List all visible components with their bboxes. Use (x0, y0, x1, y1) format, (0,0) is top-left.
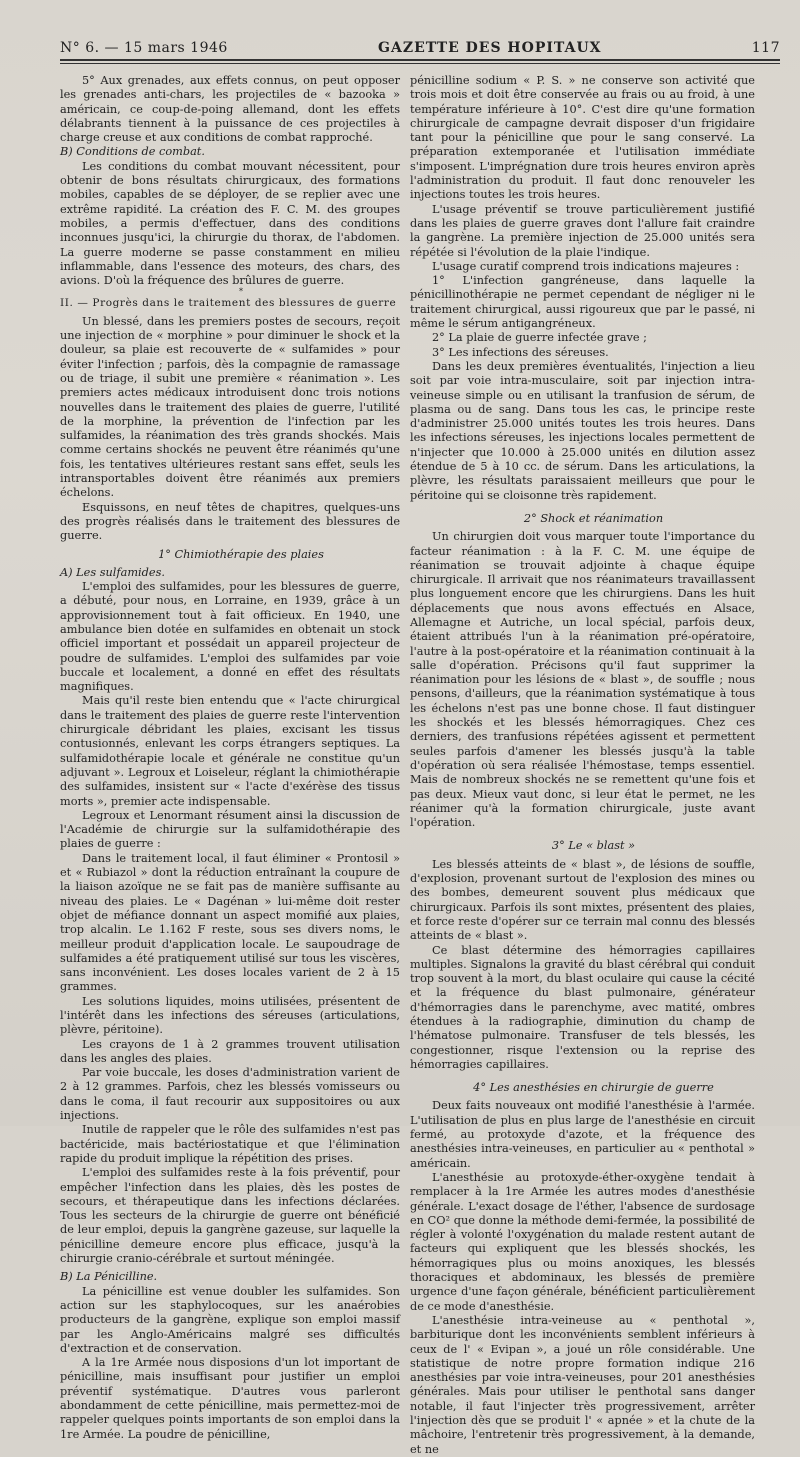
paragraph: Ce blast détermine des hémorragies capillaires multiples. Signalons la gravité du blast cérébral qui conduit trop souvent à la mort, du blast oculaire qui cause la cécité et la fréquence du blast pulmonaire, générateur d'hémorragies dans le parenchyme, avec matité, ombres étendues à la radiographie, diminution du champ de l'hématose pulmonaire. Transfuser de tels blessés, les congestionner, risque l'extension ou la reprise des hémorragies capillaires. (410, 943, 755, 1071)
section-heading: 1° Chimiothérapie des plaies (158, 547, 324, 561)
paragraph: Deux faits nouveaux ont modifié l'anesthésie à l'armée. L'utilisation de plus en plus large de l'anesthésie en circuit fermé, au protoxyde d'azote, et la fréquence des anesthésies intra-veineuses, en particulier au « penthotal » américain. (410, 1099, 755, 1170)
section-heading: B) La Pénicilline. (60, 1270, 158, 1284)
page-number: 117 (751, 40, 780, 56)
header-rule-thick (60, 59, 780, 61)
paragraph: L'anesthésie intra-veineuse au « penthotal », barbiturique dont les inconvénients semblent inférieurs à ceux de l' « Evipan », a joué un rôle considérable. Une statistique de notre propre formation indique 216 anesthésies par voie intra-veineuses, pour 201 anesthésies générales. Mais pour utiliser le penthotal sans danger notable, il faut l'injecter très progressivement, arrêter l'injection dès que se produit l' « apnée » et la chute de la mâchoire, l'entretenir très progressivement, à la demande, et ne (410, 1313, 755, 1456)
paragraph: Par voie buccale, les doses d'administration varient de 2 à 12 grammes. Parfois, chez les blessés vomisseurs ou dans le coma, il faut recourir aux suppositoires ou aux injections. (60, 1066, 400, 1123)
section-heading: 2° Shock et réanimation (523, 511, 664, 525)
paragraph: La pénicilline est venue doubler les sulfamides. Son action sur les staphylocoques, sur les anaérobies producteurs de la gangrène, explique son emploi massif par les Anglo-Américains malgré ses difficultés d'extraction et de conservation. (60, 1284, 400, 1355)
paragraph: Dans les deux premières éventualités, l'injection a lieu soit par voie intra-musculaire, soit par injection intra-veineuse simple ou en utilisant la tranfusion de sérum, de plasma ou de sang. Dans tous les cas, le principe reste d'administrer 25.000 unités toutes les trois heures. Dans les infections séreuses, les injections locales permettent de n'injecter que 10.000 à 25.000 unités en dilution assez étendue de 5 à 10 cc. de sérum. Dans les articulations, la plèvre, les résultats paraissaient meilleurs que pour le péritoine qui se cloisonne très rapidement. (410, 359, 755, 502)
section-separator: * (239, 287, 243, 297)
paragraph: A la 1re Armée nous disposions d'un lot important de pénicilline, mais insuffisant pour justifier un emploi préventif systématique. D'autres vous parleront abondamment de cette pénicilline, mais permettez-moi de rappeler quelques points importants de son emploi dans la 1re Armée. La poudre de pénicilline, (60, 1356, 400, 1441)
paragraph: Les crayons de 1 à 2 grammes trouvent utilisation dans les angles des plaies. (60, 1037, 400, 1065)
paragraph: Dans le traitement local, il faut éliminer « Prontosil » et « Rubiazol » dont la réduction entraînant la coupure de la liaison azoïque ne se fait pas de manière suffisante au niveau des plaies. Le « Dagénan » lui-même doit rester objet de méfiance donnant un aspect momifié aux plaies, trop alcalin. Le 1.162 F reste, sous ses divers noms, le meilleur produit d'application locale. Le saupoudrage de sulfamides a été pratiquement utilisé sur tous les viscères, sans inconvénient. Les doses locales varient de 2 à 15 grammes. (60, 851, 400, 994)
paragraph: L'usage préventif se trouve particulièrement justifié dans les plaies de guerre graves dont l'allure fait craindre la gangrène. La première injection de 25.000 unités sera répétée si l'évolution de la plaie l'indique. (410, 202, 755, 259)
paragraph: Legroux et Lenormant résument ainsi la discussion de l'Académie de chirurgie sur la sulfamidothérapie des plaies de guerre : (60, 808, 400, 851)
paragraph: L'emploi des sulfamides, pour les blessures de guerre, a débuté, pour nous, en Lorraine, en 1939, grâce à un approvisionnement tout à fait officieux. En 1940, une ambulance bien dotée en sulfamides en obtenait un stock officiel important et possédait un appareil projecteur de poudre de sulfamides. L'emploi des sulfamides par voie buccale et localement, a donné en effet des résultats magnifiques. (60, 580, 400, 694)
paragraph: Un chirurgien doit vous marquer toute l'importance du facteur réanimation : à la F. C. M. une équipe de réanimation se trouvait adjointe à chaque équipe chirurgicale. Il arrivait que nos réanimateurs travaillassent plus longuement encore que les chirurgiens. Dans les huit déplacements que nous avons effectués en Alsace, Allemagne et Autriche, un local spécial, parfois deux, étaient attribués l'un à la réanimation pré-opératoire, l'autre à la post-opératoire et la réanimation continuait à la salle d'opération. Précisons qu'il faut supprimer la réanimation pour les lésions de « blast », de souffle ; nous pensons, d'ailleurs, que la réanimation systématique à tous les échelons n'est pas une bonne chose. Il faut distinguer les shockés et les blessés hémorragiques. Chez ces derniers, des tranfusions répétées agissent et permettent seules parfois d'amener les blessés jusqu'à la table d'opération où sera réalisée l'hémostase, temps essentiel. Mais de nombreux shockés ne se remettent qu'une fois et pas deux. Mieux vaut donc, si leur état le permet, ne les réanimer qu'à la formation chirurgicale, juste avant l'opération. (410, 530, 755, 830)
journal-title: GAZETTE DES HOPITAUX (378, 40, 602, 56)
paragraph: 5° Aux grenades, aux effets connus, on peut opposer les grenades anti-chars, les projectiles de « bazooka » américain, ce coup-de-poing allemand, dont les effets délabrants tiennent à la puissance de ces projectiles à charge creuse et aux conditions de combat rapproché. (60, 74, 400, 145)
header-rule-thin (60, 63, 780, 64)
paragraph: pénicilline sodium « P. S. » ne conserve son activité que trois mois et doit être conservée au frais ou au froid, à une température inférieure à 10°. C'est dire qu'une formation chirurgicale de campagne devrait disposer d'un frigidaire tant pour la pénicilline que pour le sang conservé. La préparation extemporanée et l'utilisation immédiate s'imposent. L'imprégnation dure trois heures environ après l'administration du produit. Il faut donc renouveler les injections toutes les trois heures. (410, 74, 755, 202)
paragraph: Les solutions liquides, moins utilisées, présentent de l'intérêt dans les infections des séreuses (articulations, plèvre, péritoine). (60, 994, 400, 1037)
paragraph: 1° L'infection gangréneuse, dans laquelle la pénicillinothérapie ne permet cependant de négliger ni le traitement chirurgical, aussi rigoureux que par le passé, ni même le sérum antigangréneux. (410, 274, 755, 331)
paragraph: L'emploi des sulfamides reste à la fois préventif, pour empêcher l'infection dans les plaies, dès les postes de secours, et thérapeutique dans les infections déclarées. Tous les secteurs de la chirurgie de guerre ont bénéficié de leur emploi, depuis la gangrène gazeuse, sur laquelle la pénicilline demeure encore plus efficace, jusqu'à la chirurgie cranio-cérébrale et surtout méningée. (60, 1166, 400, 1266)
section-heading: B) Conditions de combat. (60, 145, 205, 159)
paragraph: L'usage curatif comprend trois indications majeures : (432, 259, 740, 273)
paragraph: Mais qu'il reste bien entendu que « l'acte chirurgical dans le traitement des plaies de guerre reste l'intervention chirurgicale débridant les plaies, excisant les tissus contusionnés, enlevant les corps étrangers septiques. La sulfamidothérapie locale et générale ne constitue qu'un adjuvant ». Legroux et Loiseleur, réglant la chimiothérapie des sulfamides, insistent sur « l'acte d'exérèse des tissus morts », premier acte indispensable. (60, 694, 400, 808)
issue-info: N° 6. — 15 mars 1946 (60, 40, 228, 56)
section-heading: II. — Progrès dans le traitement des blessures de guerre (60, 297, 397, 310)
section-heading: 4° Les anesthésies en chirurgie de guerre (473, 1081, 714, 1095)
paragraph: Inutile de rappeler que le rôle des sulfamides n'est pas bactéricide, mais bactériostatique et que l'élimination rapide du produit implique la répétition des prises. (60, 1123, 400, 1165)
section-heading: A) Les sulfamides. (60, 565, 165, 579)
left-column (60, 74, 400, 1442)
page-header (60, 38, 780, 58)
paragraph: 3° Les infections des séreuses. (432, 345, 609, 359)
paragraph: 2° La plaie de guerre infectée grave ; (432, 331, 647, 345)
paragraph: Les conditions du combat mouvant nécessitent, pour obtenir de bons résultats chirurgicaux, des formations mobiles, capables de se déployer, de se replier avec une extrême rapidité. La création des F. C. M. des groupes mobiles, a permis d'effectuer, dans des conditions inconnues jusqu'ici, la chirurgie du thorax, de l'abdomen. La guerre moderne se passe constamment en milieu inflammable, dans l'essence des moteurs, des chars, des avions. D'où la fréquence des brûlures de guerre. (60, 159, 400, 288)
paragraph: L'anesthésie au protoxyde-éther-oxygène tendait à remplacer à la 1re Armée les autres modes d'anesthésie générale. L'exact dosage de l'éther, l'absence de surdosage en CO² que donne la méthode demi-fermée, la possibilité de régler à volonté l'oxygénation du malade restent autant de facteurs qui expliquent que les blessés shockés, les hémorragiques plus ou moins anoxiques, les blessés thoraciques et abdominaux, les blessés de première urgence d'une façon générale, bénéficient particulièrement de ce mode d'anesthésie. (410, 1170, 755, 1313)
right-column (410, 74, 755, 1457)
paragraph: Un blessé, dans les premiers postes de secours, reçoit une injection de « morphine » pour diminuer le shock et la douleur, sa plaie est recouverte de « sulfamides » pour éviter l'infection ; parfois, dès la compagnie de ramassage ou de triage, il subit une première « réanimation ». Les premiers actes médicaux introduisent donc trois notions nouvelles dans le traitement des plaies de guerre, l'utilité de la morphine, la prévention de l'infection par les sulfamides, la réanimation des très grands shockés. Mais comme certains shockés ne peuvent être réanimés qu'une fois, les tentatives ultérieures restant sans effet, seuls les intransportables doivent être réanimés aux premiers échelons. (60, 314, 400, 500)
paragraph: Esquissons, en neuf têtes de chapitres, quelques-uns des progrès réalisés dans le traitement des blessures de guerre. (60, 500, 400, 543)
paragraph: Les blessés atteints de « blast », de lésions de souffle, d'explosion, provenant surtout de l'explosion des mines ou des bombes, demeurent souvent plus médicaux que chirurgicaux. Parfois ils sont mixtes, présentent des plaies, et force reste d'opérer sur ce terrain mal connu des blessés atteints de « blast ». (410, 857, 755, 943)
section-heading: 3° Le « blast » (551, 839, 636, 853)
